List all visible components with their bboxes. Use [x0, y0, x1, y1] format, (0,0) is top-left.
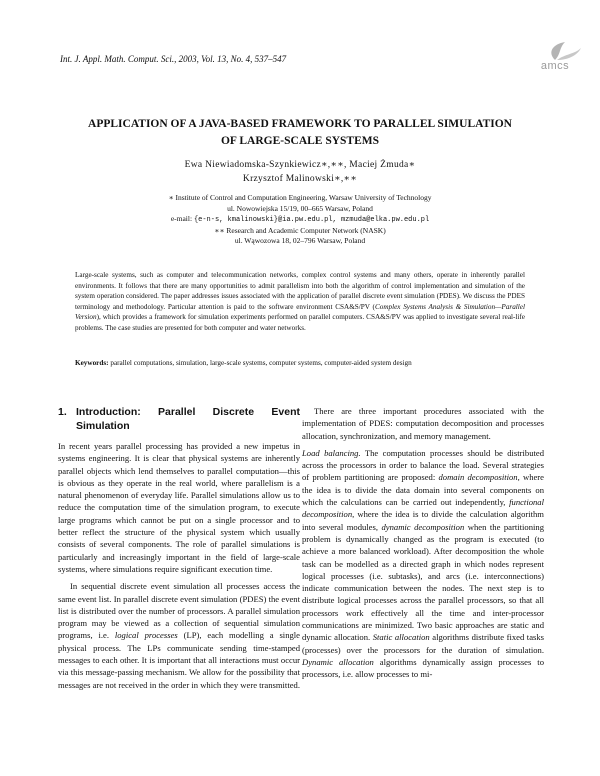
- paper-title: [70, 116, 530, 150]
- abstract-part-2: ), which provides a framework for simulation experiments performed on parallel computers. CSA&S/PV was applied to investigate several real-life problems. The case studies are presented for both computer and water networks.: [75, 313, 525, 332]
- text-run: , where the idea is to divide the calculation algorithm into several modules,: [302, 509, 544, 532]
- text-run: algorithms dynamically assign processes to processors, i.e. allow processes to mi-: [302, 656, 544, 680]
- title-line-2: OF LARGE-SCALE SYSTEMS: [220, 135, 380, 147]
- paragraph: [302, 447, 544, 681]
- section-title: Introduction: Parallel Discrete Event Simulation: [76, 406, 300, 432]
- keywords: [75, 358, 525, 368]
- section-heading: [58, 405, 300, 433]
- paragraph: [58, 580, 300, 691]
- right-column: [302, 405, 544, 686]
- paragraph: In recent years parallel processing has provided a new impetus in systems engineering. It is clear that physical systems are inherently parallel objects which lend themselves to parallel computation—this is obvious as they operate in the real world, where parallelism is a natural phenomenon of everyday life. Parallel simulations allow us to reduce the computation time of the simulation program, to execute large programs which cannot be put on a single processor and to better reflect the structure of the physical system which usually consists of several components. The role of parallel simulations is particularly and increasingly important in the field of large-scale systems, where simulations require significant execution time.: [58, 441, 300, 574]
- affiliation-1-address: ul. Nowowiejska 15/19, 00–665 Warsaw, Poland: [227, 203, 373, 213]
- abstract-part-1: Large-scale systems, such as computer and telecommunication networks, complex control systems and many others, operate in inherently parallel environments. It follows that there are many opportunities to admit parallelism into both the algorithm of control implementation and simulation of the system operation considered. The paper addresses issues associated with the application of parallel discrete event simulation (PDES). We discuss the PDES terminology and methodology. Particular attention is paid to the software environment CSA&S/PV (: [75, 271, 525, 311]
- text-run: In sequential discrete event simulation all processes access the same event list. In parallel discrete event simulation (PDES) the event list is distributed over the number of processors. A parallel simulation program may be viewed as a collection of sequential simulation programs, i.e.: [58, 581, 300, 641]
- text-run: The computation processes should be distributed across the processors in order to balance the load. Several strategies of problem partitioning are proposed:: [302, 447, 544, 483]
- affiliation-1-name: ∗ Institute of Control and Computation Engineering, Warsaw University of Technology: [168, 193, 432, 202]
- logo-text: amcs: [540, 60, 570, 72]
- email-label: e-mail:: [170, 214, 193, 223]
- italic-term: logical processes: [114, 630, 178, 641]
- italic-term: dynamic decomposition: [381, 521, 465, 532]
- keywords-text: parallel computations, simulation, large-scale systems, computer systems, computer-aided system design: [110, 359, 412, 367]
- logo-mark-icon: [525, 40, 585, 62]
- affiliation-2-name: ∗∗ Research and Academic Computer Network (NASK): [214, 225, 386, 235]
- italic-term: Dynamic allocation: [302, 656, 374, 667]
- affiliation-1-email-line: [60, 214, 540, 226]
- paragraph: There are three important procedures associated with the implementation of PDES: computation decomposition and processes allocation, synchronization, and memory management.: [302, 406, 544, 441]
- left-column: [58, 405, 300, 696]
- authors-line-1: Ewa Niewiadomska-Szynkiewicz∗,∗∗, Maciej Żmuda∗: [184, 160, 416, 170]
- author-list: [60, 158, 540, 186]
- abstract-italic: Complex Systems Analysis & Simulation—Parallel Version: [75, 302, 525, 322]
- text-run: algorithms distribute fixed tasks (processes) over the processors for the duration of simulation.: [302, 632, 544, 655]
- email-addresses: {e-n-s, kmalinowski}@ia.pw.edu.pl, mzmuda@elka.pw.edu.pl: [193, 216, 430, 224]
- title-line-1: APPLICATION OF A JAVA-BASED FRAMEWORK TO PARALLEL SIMULATION: [88, 118, 512, 130]
- journal-citation: Int. J. Appl. Math. Comput. Sci., 2003, Vol. 13, No. 4, 537–547: [60, 54, 287, 64]
- amcs-logo: [525, 40, 585, 74]
- abstract: [75, 270, 525, 334]
- italic-term: Static allocation: [372, 632, 430, 643]
- section-number: 1.: [58, 406, 67, 418]
- text-run: (LP), each modelling a single physical process. The LPs communicate sending time-stamped messages to each other. It is important that all interactions must occur via this message-passing mechanism. We allow for the possibility that messages are not received in the order in which they were transmitted.: [58, 630, 300, 690]
- affiliations: [60, 193, 540, 247]
- italic-term: domain decomposition: [438, 472, 518, 483]
- italic-term: functional decomposition: [302, 497, 544, 520]
- text-run: when the partitioning problem is dynamically changed as the program is executed (to achieve a more balanced workload). After decomposition the whole task can be modelled as a directed graph in which nodes represent logical processes (i.e. subtasks), and arcs (i.e. interconnections) indicate communication between the nodes. The next step is to distribute logical processes across the parallel processors, so that all processors work effectively all the time and inter-processor communications are minimized. Two basic approaches are static and dynamic allocation.: [302, 521, 544, 643]
- keywords-label: Keywords:: [75, 359, 109, 367]
- text-run: , where the idea is to divide the data domain into several components on which the calculations can be carried out independently,: [302, 472, 544, 508]
- affiliation-2-address: ul. Wąwozowa 18, 02–796 Warsaw, Poland: [234, 236, 366, 245]
- italic-term: Load balancing.: [302, 447, 361, 458]
- authors-line-2: Krzysztof Malinowski∗,∗∗: [242, 174, 358, 184]
